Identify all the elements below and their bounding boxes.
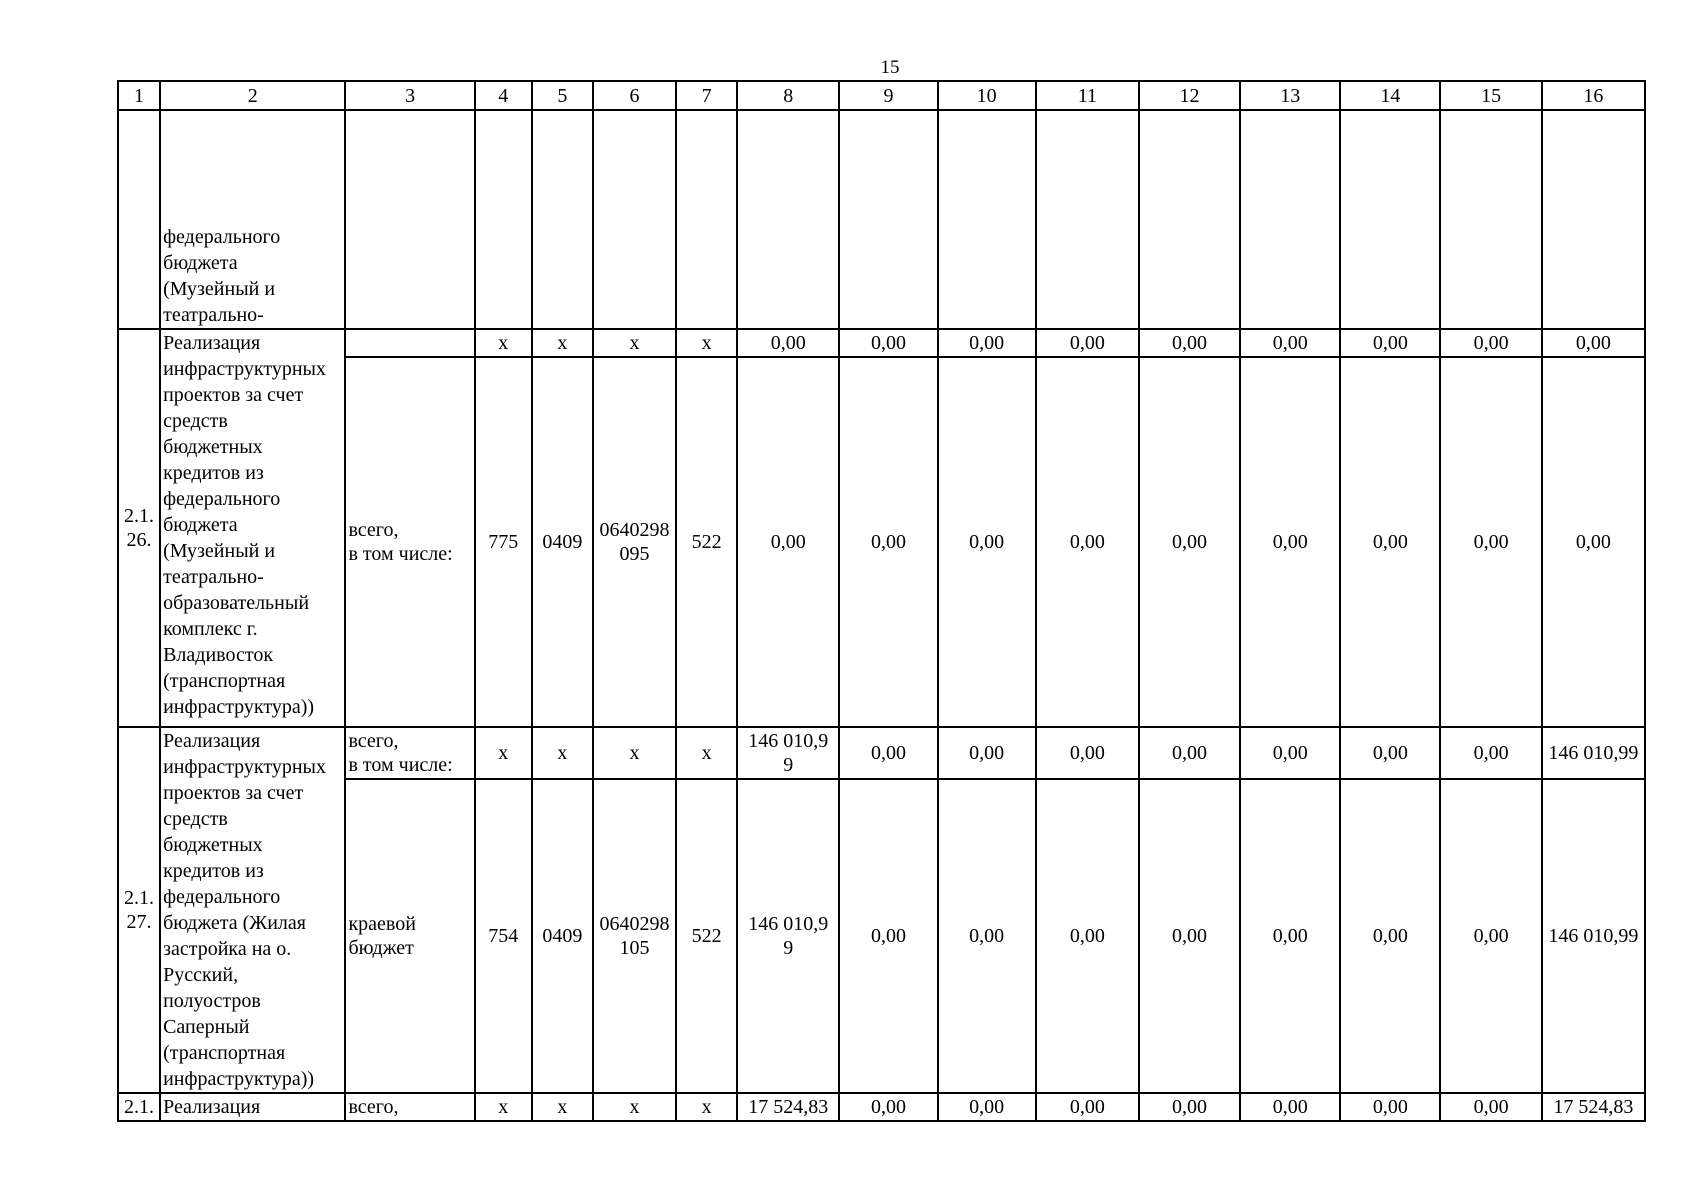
- budget-table: [117, 80, 1646, 1122]
- empty-cell: [737, 110, 839, 329]
- value-cell: 17 524,83: [737, 1093, 839, 1121]
- value-cell: 0,00: [1139, 779, 1240, 1093]
- header-cell: 5: [532, 81, 593, 110]
- header-cell: 10: [938, 81, 1036, 110]
- section-cell: x: [532, 1093, 593, 1121]
- value-cell: 0,00: [1340, 329, 1440, 357]
- header-cell: 3: [345, 81, 474, 110]
- grbs-cell: x: [475, 1093, 532, 1121]
- name-line: (Музейный и: [163, 540, 276, 562]
- value-cell: 0,00: [1440, 779, 1541, 1093]
- item-name-cell: [160, 727, 345, 1093]
- header-cell: 16: [1542, 81, 1645, 110]
- table-row-continued: [118, 110, 1645, 329]
- value-cell: 0,00: [839, 1093, 937, 1121]
- name-line: федерального: [163, 488, 281, 510]
- name-line: инфраструктура)): [163, 1068, 315, 1090]
- name-line: инфраструктура)): [163, 696, 315, 718]
- value-cell: 0,00: [938, 1093, 1036, 1121]
- empty-cell: [593, 110, 676, 329]
- header-row: [118, 81, 1645, 110]
- header-cell: 9: [839, 81, 937, 110]
- value-cell: 0,00: [1240, 357, 1340, 727]
- name-line: проектов за счет: [163, 384, 304, 406]
- value-cell: 0,00: [1139, 727, 1240, 779]
- header-cell: 8: [737, 81, 839, 110]
- grbs-cell: x: [475, 727, 532, 779]
- section-cell: 0409: [532, 779, 593, 1093]
- name-line: Русский,: [163, 964, 239, 986]
- name-line: бюджета: [163, 252, 238, 274]
- header-cell: 14: [1340, 81, 1440, 110]
- name-line: (транспортная: [163, 670, 286, 692]
- value-cell: 0,00: [1340, 727, 1440, 779]
- name-line: (Музейный и: [163, 278, 276, 300]
- value-cell: 0,00: [938, 727, 1036, 779]
- name-line: Реализация: [163, 730, 261, 752]
- header-cell: 6: [593, 81, 676, 110]
- value-cell: 0,00: [1036, 779, 1139, 1093]
- name-line: застройка на о.: [163, 938, 292, 960]
- empty-cell: [839, 110, 937, 329]
- value-cell: 0,00: [1240, 1093, 1340, 1121]
- section-cell: 0409: [532, 357, 593, 727]
- value-cell: 0,00: [1139, 1093, 1240, 1121]
- header-cell: 15: [1440, 81, 1541, 110]
- value-cell: 0,00: [1542, 357, 1645, 727]
- value-cell: 0,00: [1440, 357, 1541, 727]
- name-line: бюджета: [163, 514, 238, 536]
- item-code-cell: [118, 110, 160, 329]
- target-article-cell: x: [593, 329, 676, 357]
- empty-cell: [938, 110, 1036, 329]
- empty-cell: [1036, 110, 1139, 329]
- name-line: (транспортная: [163, 1042, 286, 1064]
- value-cell: 0,00: [737, 329, 839, 357]
- empty-cell: [345, 110, 474, 329]
- name-line: средств: [163, 808, 228, 830]
- name-line: Реализация: [163, 332, 261, 354]
- target-article-cell: x: [593, 1093, 676, 1121]
- value-cell: 0,00: [839, 329, 937, 357]
- header-cell: 11: [1036, 81, 1139, 110]
- name-line: Владивосток: [163, 644, 274, 666]
- name-line: федерального: [163, 886, 281, 908]
- name-line: инфраструктурных: [163, 358, 326, 380]
- name-line: кредитов из: [163, 462, 264, 484]
- value-cell: 146 010,99: [1542, 727, 1645, 779]
- name-line: проектов за счет: [163, 782, 304, 804]
- name-line: бюджетных: [163, 436, 263, 458]
- expense-type-cell: 522: [676, 357, 737, 727]
- name-line: театрально-: [163, 304, 264, 326]
- empty-cell: [1440, 110, 1541, 329]
- value-cell: 0,00: [1542, 329, 1645, 357]
- header-cell: 1: [118, 81, 160, 110]
- category-cell: всего, в том числе:: [345, 727, 474, 779]
- grbs-cell: x: [475, 329, 532, 357]
- value-cell: 0,00: [1240, 779, 1340, 1093]
- value-cell: 0,00: [1440, 727, 1541, 779]
- value-cell: 17 524,83: [1542, 1093, 1645, 1121]
- category-cell: всего, в том числе:: [345, 357, 474, 727]
- value-cell: 0,00: [839, 779, 937, 1093]
- grbs-cell: 775: [475, 357, 532, 727]
- header-cell: 7: [676, 81, 737, 110]
- value-cell: 0,00: [1240, 727, 1340, 779]
- table-row-item-27-sub: [118, 779, 1645, 1093]
- empty-cell: [1240, 110, 1340, 329]
- value-cell: 0,00: [1440, 1093, 1541, 1121]
- value-cell: 146 010,9 9: [737, 779, 839, 1093]
- value-cell: 0,00: [1340, 357, 1440, 727]
- section-cell: x: [532, 727, 593, 779]
- section-cell: x: [532, 329, 593, 357]
- value-cell: 0,00: [938, 779, 1036, 1093]
- value-cell: 0,00: [1139, 357, 1240, 727]
- empty-cell: [676, 110, 737, 329]
- item-name-cell: Реализация: [160, 1093, 345, 1121]
- value-cell: 0,00: [938, 329, 1036, 357]
- empty-cell: [532, 110, 593, 329]
- value-cell: 0,00: [737, 357, 839, 727]
- name-line: бюджетных: [163, 834, 263, 856]
- value-cell: 146 010,9 9: [737, 727, 839, 779]
- table-row-item-26-sub: [118, 357, 1645, 727]
- name-line: комплекс г.: [163, 618, 258, 640]
- target-article-cell: 0640298 095: [593, 357, 676, 727]
- value-cell: 0,00: [1440, 329, 1541, 357]
- name-line: кредитов из: [163, 860, 264, 882]
- name-line: бюджета (Жилая: [163, 912, 306, 934]
- value-cell: 0,00: [1240, 329, 1340, 357]
- value-cell: 0,00: [938, 357, 1036, 727]
- name-line: федерального: [163, 226, 281, 248]
- target-article-cell: 0640298 105: [593, 779, 676, 1093]
- category-cell: всего,: [345, 1093, 474, 1121]
- name-line: инфраструктурных: [163, 756, 326, 778]
- grbs-cell: 754: [475, 779, 532, 1093]
- item-name-cell: [160, 329, 345, 727]
- item-name-cell: [160, 110, 345, 329]
- empty-cell: [475, 110, 532, 329]
- value-cell: 0,00: [1036, 357, 1139, 727]
- value-cell: 0,00: [1340, 1093, 1440, 1121]
- table-row-item-28-total: [118, 1093, 1645, 1121]
- empty-cell: [1340, 110, 1440, 329]
- name-line: Саперный: [163, 1016, 250, 1038]
- page-number: 15: [880, 57, 900, 78]
- value-cell: 0,00: [1139, 329, 1240, 357]
- name-line: средств: [163, 410, 228, 432]
- header-cell: 2: [160, 81, 345, 110]
- item-code-cell: 2.1. 27.: [118, 727, 160, 1093]
- table-row-item-26-total: [118, 329, 1645, 357]
- value-cell: 0,00: [1036, 727, 1139, 779]
- empty-cell: [1542, 110, 1645, 329]
- name-line: полуостров: [163, 990, 261, 1012]
- item-code-cell: 2.1.: [118, 1093, 160, 1121]
- header-cell: 13: [1240, 81, 1340, 110]
- expense-type-cell: x: [676, 727, 737, 779]
- value-cell: 0,00: [839, 357, 937, 727]
- expense-type-cell: x: [676, 1093, 737, 1121]
- table-row-item-27-total: [118, 727, 1645, 779]
- value-cell: 0,00: [1036, 329, 1139, 357]
- target-article-cell: x: [593, 727, 676, 779]
- value-cell: 0,00: [839, 727, 937, 779]
- value-cell: 0,00: [1036, 1093, 1139, 1121]
- expense-type-cell: x: [676, 329, 737, 357]
- category-cell: [345, 329, 474, 357]
- header-cell: 12: [1139, 81, 1240, 110]
- value-cell: 146 010,99: [1542, 779, 1645, 1093]
- item-code-cell: 2.1. 26.: [118, 329, 160, 727]
- header-cell: 4: [475, 81, 532, 110]
- expense-type-cell: 522: [676, 779, 737, 1093]
- category-cell: краевой бюджет: [345, 779, 474, 1093]
- empty-cell: [1139, 110, 1240, 329]
- name-line: образовательный: [163, 592, 310, 614]
- name-line: театрально-: [163, 566, 264, 588]
- value-cell: 0,00: [1340, 779, 1440, 1093]
